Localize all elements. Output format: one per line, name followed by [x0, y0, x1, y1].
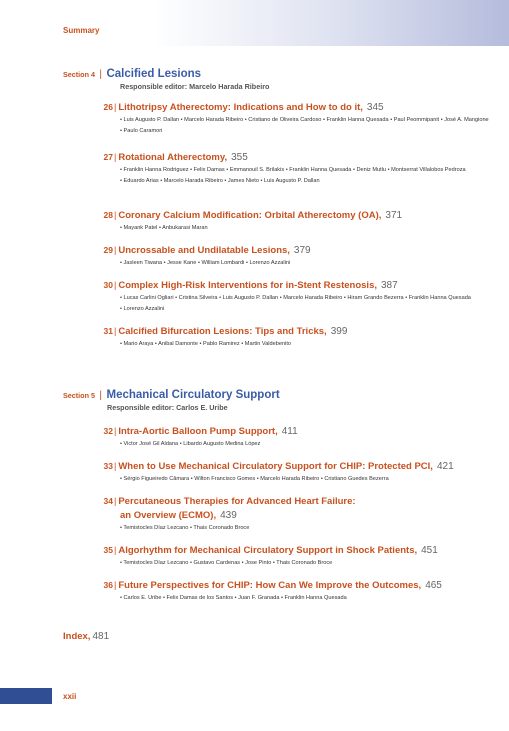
author-name: • Marcelo Harada Ribeiro: [279, 295, 343, 301]
author-list: [120, 474, 500, 485]
author-name: • Felix Damas de los Santos: [163, 595, 234, 601]
chapter-number: 31: [103, 326, 113, 336]
footer-band: [0, 688, 52, 704]
author-list: [120, 558, 500, 569]
section-separator: |: [99, 69, 103, 80]
author-name: • Libardo Augusto Medina López: [179, 441, 261, 447]
author-name: • Temistocles Díaz Lezcano: [120, 560, 189, 566]
author-list: [120, 439, 500, 450]
chapter-number: 34: [103, 496, 113, 506]
section-editor: Responsible editor: Carlos E. Uribe: [107, 403, 228, 412]
author-name: • Mario Araya: [120, 341, 154, 347]
chapter-page: 465: [425, 580, 442, 591]
section-heading: [63, 385, 280, 403]
chapter-number: 27: [103, 152, 113, 162]
chapter-page: 379: [293, 245, 311, 256]
author-name: • Eduardo Arias: [120, 177, 159, 184]
author-name: • Pablo Ramirez: [199, 341, 240, 347]
author-list: [120, 523, 500, 534]
toc-entry[interactable]: 28| Coronary Calcium Modification: Orbital Atherectomy (OA), 371 • Mayank Patel • Anbukarasi Maran: [100, 208, 500, 234]
author-name: • Victor José Gil Aldana: [120, 441, 179, 447]
author-list: [120, 115, 500, 136]
author-name: • Jose Pinto: [241, 560, 272, 566]
author-name: • Hiram Grando Bezerra: [343, 295, 404, 301]
index-entry[interactable]: [63, 626, 109, 644]
author-name: • Marcelo Harada Ribeiro: [160, 177, 223, 184]
toc-entry[interactable]: 29| Uncrossable and Undilatable Lesions, 379 • Jasleen Tiwana • Jesse Kane • William Lombardi • Lorenzo Azzalini: [100, 243, 500, 269]
toc-entry[interactable]: 33| When to Use Mechanical Circulatory Support for CHIP: Protected PCI, 421 • Sérgio Figueiredo Câmara • Wilton Francisco Gomes • Marcelo Harada Ribeiro • Cristiano Guedes Bezerra: [100, 459, 500, 485]
chapter-title[interactable]: Algorhythm for Mechanical Circulatory Support in Shock Patients,: [118, 545, 418, 556]
author-name: • Lucas Carlini Ogliari: [120, 295, 174, 301]
author-name: • Paulo Caramori: [120, 127, 163, 134]
author-name: • Luis Augusto P. Dallan: [219, 295, 279, 301]
author-name: • Felix Damas: [190, 167, 225, 173]
author-name: • Marcelo Harada Ribeiro: [180, 117, 244, 123]
toc-entry[interactable]: 34| Percutaneous Therapies for Advanced Heart Failure: an Overview (ECMO), 439 • Temistocles Díaz Lezcano • Thais Coronado Broce: [100, 494, 500, 534]
section-separator: |: [99, 390, 103, 401]
author-name: • Montserrat Villalobos Pedroza: [387, 167, 466, 173]
chapter-title[interactable]: Coronary Calcium Modification: Orbital Atherectomy (OA),: [118, 210, 382, 221]
chapter-title[interactable]: Percutaneous Therapies for Advanced Heart Failure:: [118, 496, 356, 507]
section-label: Section 4: [63, 70, 95, 79]
section-editor: Responsible editor: Marcelo Harada Ribeiro: [120, 82, 270, 91]
author-name: • Cristiano de Oliveira Cardoso: [244, 117, 322, 123]
author-name: • William Lombardi: [197, 260, 245, 266]
author-name: • Franklin Hanna Quesada: [405, 295, 471, 301]
chapter-number: 30: [103, 280, 113, 290]
author-name: • Temistocles Díaz Lezcano: [120, 525, 189, 531]
page-number: xxii: [63, 692, 77, 701]
header-band: [0, 0, 509, 46]
chapter-title[interactable]: Lithotripsy Atherectomy: Indications and How to do it,: [118, 102, 363, 113]
index-page: 481: [92, 631, 110, 642]
author-name: • Martin Valdebenito: [241, 341, 292, 347]
author-name: • Franklin Hanna Quesada: [285, 167, 352, 173]
author-name: • Juan F. Granada: [234, 595, 280, 601]
author-name: • Sérgio Figueiredo Câmara: [120, 476, 190, 482]
chapter-page: 355: [231, 152, 248, 163]
chapter-page: 439: [220, 510, 237, 521]
author-name: • Emmanouil S. Brilakis: [226, 167, 285, 173]
author-list: [120, 593, 500, 604]
author-name: • Lorenzo Azzalini: [120, 305, 165, 312]
chapter-title[interactable]: When to Use Mechanical Circulatory Support for CHIP: Protected PCI,: [118, 461, 433, 472]
toc-entry[interactable]: 35| Algorhythm for Mechanical Circulatory Support in Shock Patients, 451 • Temistocles Díaz Lezcano • Gustavo Cardenas • Jose Pinto • Thais Coronado Broce: [100, 543, 500, 569]
author-name: • James Nieto: [224, 177, 259, 184]
chapter-number: 33: [103, 461, 113, 471]
chapter-number: 32: [103, 426, 113, 436]
index-label[interactable]: Index,: [63, 631, 91, 642]
author-name: • José A. Mangione: [440, 117, 489, 123]
author-name: • Franklin Hanna Quesada: [281, 595, 347, 601]
toc-entry[interactable]: 26| Lithotripsy Atherectomy: Indications and How to do it, 345 • Luis Augusto P. Dallan • Marcelo Harada Ribeiro • Cristiano de Oliveira Cardoso • Franklin Hanna Quesada • Paul Peommipanit • José A. Mangione • Paulo Caramori: [100, 100, 500, 136]
toc-entry[interactable]: 27| Rotational Atherectomy, 355 • Franklin Hanna Rodriguez • Felix Damas • Emmanouil S. Brilakis • Franklin Hanna Quesada • Deniz Mutlu • Montserrat Villalobos Pedroza • Eduardo Arias • Marcelo Harada Ribeiro • James Nieto • Luis Augusto P. Dallan: [100, 150, 500, 186]
chapter-title[interactable]: Complex High-Risk Interventions for in-Stent Restenosis,: [118, 280, 377, 291]
chapter-page: 421: [436, 461, 454, 472]
author-name: • Gustavo Cardenas: [189, 560, 241, 566]
author-name: • Franklin Hanna Quesada: [322, 117, 389, 123]
chapter-title[interactable]: Future Perspectives for CHIP: How Can We Improve the Outcomes,: [118, 580, 422, 591]
section-label: Section 5: [63, 391, 95, 400]
author-name: • Thais Coronado Broce: [272, 560, 333, 566]
author-list: [120, 339, 500, 350]
chapter-number: 36: [103, 580, 113, 590]
author-name: • Cristina Silveira: [175, 295, 218, 301]
author-name: • Lorenzo Azzalini: [245, 260, 291, 266]
author-name: • Luis Augusto P. Dallan: [120, 117, 180, 123]
chapter-page: 371: [385, 210, 403, 221]
chapter-title[interactable]: Uncrossable and Undilatable Lesions,: [118, 245, 290, 256]
chapter-page: 411: [281, 426, 298, 437]
chapter-number: 35: [103, 545, 113, 555]
chapter-title[interactable]: Rotational Atherectomy,: [118, 152, 228, 163]
running-header: Summary: [63, 26, 100, 35]
chapter-title-continued[interactable]: an Overview (ECMO),: [120, 510, 217, 521]
author-list: [120, 258, 500, 269]
toc-entry[interactable]: 32| Intra-Aortic Balloon Pump Support, 411 • Victor José Gil Aldana • Libardo Augusto Medina López: [100, 424, 500, 450]
author-name: • Franklin Hanna Rodriguez: [120, 167, 189, 173]
toc-entry[interactable]: 30| Complex High-Risk Interventions for in-Stent Restenosis, 387 • Lucas Carlini Ogliari • Cristina Silveira • Luis Augusto P. Dallan • Marcelo Harada Ribeiro • Hiram Grando Bezerra • Franklin Hanna Quesada • Lorenzo Azzalini: [100, 278, 500, 314]
author-name: • Deniz Mutlu: [352, 167, 387, 173]
chapter-number: 28: [103, 210, 113, 220]
chapter-page: 451: [421, 545, 438, 556]
section-title: Calcified Lesions: [106, 68, 202, 80]
author-name: • Cristiano Guedes Bezerra: [320, 476, 389, 482]
toc-entry[interactable]: 36| Future Perspectives for CHIP: How Can We Improve the Outcomes, 465 • Carlos E. Uribe • Felix Damas de los Santos • Juan F. Granada • Franklin Hanna Quesada: [100, 578, 500, 604]
author-name: • Carlos E. Uribe: [120, 595, 162, 601]
author-name: • Thais Coronado Broce: [189, 525, 250, 531]
author-name: • Jesse Kane: [163, 260, 197, 266]
chapter-page: 387: [381, 280, 398, 291]
toc-entry[interactable]: 31| Calcified Bifurcation Lesions: Tips and Tricks, 399 • Mario Araya • Anibal Damonte • Pablo Ramirez • Martin Valdebenito: [100, 324, 500, 350]
author-name: • Paul Peommipanit: [390, 117, 440, 123]
author-name: • Luis Augusto P. Dallan: [260, 177, 320, 184]
chapter-number: 29: [103, 245, 113, 255]
section-heading: [63, 64, 201, 82]
chapter-title[interactable]: Intra-Aortic Balloon Pump Support,: [118, 426, 278, 437]
author-list: [120, 223, 500, 234]
author-list: [120, 165, 500, 186]
chapter-title[interactable]: Calcified Bifurcation Lesions: Tips and Tricks,: [118, 326, 327, 337]
chapter-number: 26: [103, 102, 113, 112]
author-name: • Wilton Francisco Gomes: [190, 476, 256, 482]
author-name: • Jasleen Tiwana: [120, 260, 163, 266]
section-title: Mechanical Circulatory Support: [106, 389, 280, 401]
author-name: • Mayank Patel: [120, 225, 158, 231]
author-name: • Anbukarasi Maran: [158, 225, 208, 231]
chapter-page: 399: [330, 326, 348, 337]
author-list: [120, 293, 500, 314]
author-name: • Anibal Damonte: [154, 341, 198, 347]
chapter-page: 345: [366, 102, 384, 113]
author-name: • Marcelo Harada Ribeiro: [256, 476, 320, 482]
